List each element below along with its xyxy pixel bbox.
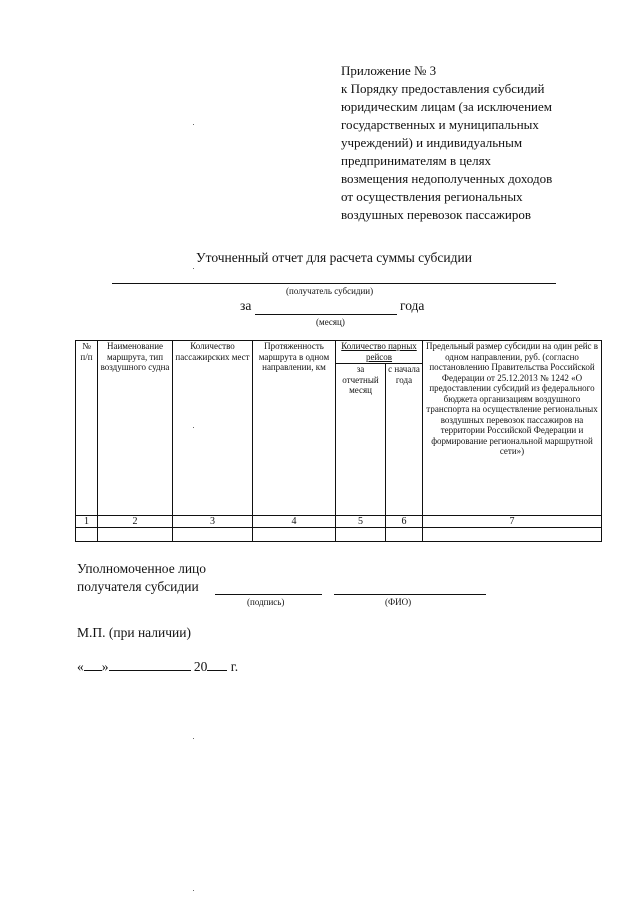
year-suffix: г. [230, 659, 239, 674]
header-flights-since: с начала года [386, 364, 423, 516]
scan-dot [193, 427, 194, 428]
appendix-block [341, 62, 631, 224]
appendix-line: к Порядку предоставления субсидий [341, 81, 545, 96]
appendix-line: предпринимателям в целях [341, 153, 492, 168]
header-flights-period: за отчетный месяц [336, 364, 386, 516]
table-cell[interactable] [98, 528, 173, 542]
stamp-text: М.П. (при наличии) [77, 625, 191, 640]
sign-caption: (подпись) [247, 597, 285, 607]
header-flights [336, 341, 423, 364]
appendix-line: от осуществления региональных [341, 189, 523, 204]
subsidy-table [75, 340, 602, 542]
date-close-quote: » [101, 659, 109, 674]
period-prefix: за [240, 298, 252, 313]
table-cell[interactable] [336, 528, 386, 542]
table-cell[interactable] [423, 528, 602, 542]
table-cell[interactable] [173, 528, 253, 542]
scan-dot [193, 738, 194, 739]
recipient-blank-line[interactable] [112, 283, 556, 284]
date-open-quote: « [77, 659, 84, 674]
scan-dot [193, 124, 194, 125]
recipient-caption: (получатель субсидии) [286, 286, 374, 296]
month-blank-line[interactable] [255, 314, 397, 315]
day-blank[interactable] [84, 658, 102, 671]
header-length: Протяженность маршрута в одном направлении, км [253, 341, 336, 516]
period-suffix: года [400, 298, 425, 313]
signature-line2: получателя субсидии [77, 579, 199, 594]
appendix-line: воздушных перевозок пассажиров [341, 207, 531, 222]
appendix-line: юридическим лицам (за исключением [341, 99, 552, 114]
signature-line1: Уполномоченное лицо [77, 561, 207, 576]
appendix-line: учреждений) и индивидуальным [341, 135, 523, 150]
column-number: 2 [98, 516, 173, 528]
signature-blank-line[interactable] [215, 594, 322, 595]
header-seats: Количество пассажирских мест [173, 341, 253, 516]
header-num: № п/п [76, 341, 98, 516]
scan-dot [193, 890, 194, 891]
header-max-subsidy: Предельный размер субсидии на один рейс в одном направлении, руб. (согласно постановлению Правительства Российской Федерации от 25.12.2013 № 1242 «О предоставлении субсидий из федерального бюджета организациям воздушного транспорта на осуществление региональных воздушных перевозок пассажиров на территории Российской Федерации и формирование региональной маршрутной сети») [423, 341, 602, 516]
name-blank-line[interactable] [334, 594, 486, 595]
scan-dot [193, 268, 194, 269]
column-number: 7 [423, 516, 602, 528]
month-blank[interactable] [109, 658, 191, 671]
appendix-line: возмещения недополученных доходов [341, 171, 553, 186]
year-prefix: 20 [193, 659, 208, 674]
column-number: 5 [336, 516, 386, 528]
appendix-line: государственных и муниципальных [341, 117, 539, 132]
header-route: Наименование маршрута, тип воздушного судна [98, 341, 173, 516]
column-number: 4 [253, 516, 336, 528]
appendix-line: Приложение № 3 [341, 63, 437, 78]
table-cell[interactable] [76, 528, 98, 542]
column-number: 6 [386, 516, 423, 528]
header-flights-label: Количество парных рейсов [341, 341, 417, 362]
table-cell[interactable] [386, 528, 423, 542]
column-number: 1 [76, 516, 98, 528]
table-row[interactable] [76, 528, 602, 542]
name-caption: (ФИО) [385, 597, 412, 607]
column-number: 3 [173, 516, 253, 528]
signature-block [77, 560, 206, 596]
month-caption: (месяц) [316, 317, 345, 327]
date-row [77, 658, 238, 675]
table-cell[interactable] [253, 528, 336, 542]
report-title: Уточненный отчет для расчета суммы субсидии [196, 250, 472, 265]
year-blank[interactable] [207, 658, 227, 671]
